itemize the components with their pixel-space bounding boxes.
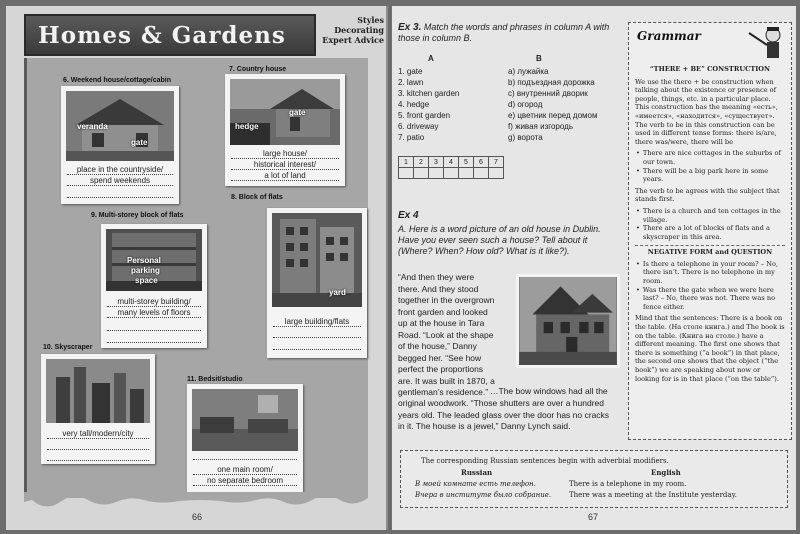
answer-grid xyxy=(398,156,504,179)
answer-blank[interactable] xyxy=(489,168,504,179)
magazine-title: Homes & Gardens xyxy=(38,22,286,49)
story-line: “And then they were xyxy=(398,272,475,282)
label-parking: parking xyxy=(131,266,160,275)
answer-cell[interactable]: 5 xyxy=(459,157,474,168)
grammar-note: Mind that the sentences: There is a book on the table. (На столе книга.) and The book is on the table. (Книга на столе.) have a different meaning. The first one shows that there is something (“a book”) in that place, the second one shows that the object (“the book”) we are speaking about now or looking for is in that place (“on the table”). xyxy=(635,314,785,383)
list-item: a) лужайка xyxy=(508,67,549,76)
answer-cell[interactable]: 7 xyxy=(489,157,504,168)
list-item: 6. driveway xyxy=(398,122,439,131)
ex4-instruction: A. Here is a word picture of an old house in Dublin. Have you ever seen such a house? Tell about it (Where? When? How old? What is it like?). xyxy=(398,224,601,256)
subtitle: Expert Advice xyxy=(322,35,384,45)
story-line: front garden and looked xyxy=(398,306,488,317)
label-gate: gate xyxy=(131,138,148,147)
answer-blank[interactable] xyxy=(414,168,429,179)
column-russian: Russian xyxy=(461,468,493,477)
grammar-content xyxy=(635,65,785,383)
story-line: Road. “Look at the shape xyxy=(398,329,494,340)
english-sentence: There is a telephone in my room. xyxy=(569,480,687,488)
header-subtitles xyxy=(318,15,384,45)
answer-blank[interactable] xyxy=(444,168,459,179)
column-b-list xyxy=(508,66,598,143)
answer-line: spend weekends xyxy=(67,175,173,186)
blank-line xyxy=(273,340,361,350)
torn-edge xyxy=(24,492,368,508)
list-item: c) внутренний дворик xyxy=(508,89,588,98)
blank-line xyxy=(107,321,201,331)
list-item: 7. patio xyxy=(398,133,425,142)
grammar-heading: “THERE + BE” CONSTRUCTION xyxy=(649,65,771,73)
item-title: 11. Bedsit/studio xyxy=(187,376,243,383)
grammar-examples xyxy=(635,207,785,241)
label-gate: gate xyxy=(289,108,306,117)
subtitle: Styles xyxy=(357,15,384,25)
subtitle: Decorating xyxy=(334,25,384,35)
header-banner xyxy=(24,14,316,56)
card-country-house xyxy=(225,74,345,186)
item-title: 8. Block of flats xyxy=(231,194,283,201)
grammar-intro: We use the there + be construction when talking about the existence or presence of people, things, etc. in a particular place. This construction has the meaning «есть», «имеется», «находится», «существует». The verb to be in this construction can be used in different tense forms: there is/are, there was/were, there will be xyxy=(635,77,778,146)
answer-line: one main room/ xyxy=(193,464,297,475)
story-line: gentleman’s residence.” xyxy=(398,387,489,397)
list-item: 3. kitchen garden xyxy=(398,89,460,98)
ex3-text: Match the words and phrases in column A with those in column B. xyxy=(398,22,610,43)
answer-blank[interactable] xyxy=(474,168,489,179)
russian-sentence: Вчера в институте было собрание. xyxy=(415,491,552,499)
label-veranda: veranda xyxy=(77,122,108,131)
list-item: 4. hedge xyxy=(398,100,430,109)
story-line: are. It was built in 1870, a xyxy=(398,375,495,386)
example: • There is a church and ten cottages in the village. xyxy=(643,207,785,224)
box-intro: The corresponding Russian sentences begin with adverbial modifiers. xyxy=(421,457,669,465)
english-sentence: There was a meeting at the Institute yesterday. xyxy=(569,491,737,499)
answer-line: a lot of land xyxy=(231,170,339,181)
card-weekend-house xyxy=(61,86,179,204)
blank-line xyxy=(67,188,173,198)
example: • There are nice cottages in the suburbs of our town. xyxy=(643,149,785,166)
label-space: space xyxy=(135,276,158,285)
label-hedge: hedge xyxy=(235,122,259,131)
left-page xyxy=(6,6,388,530)
answer-cell[interactable]: 4 xyxy=(444,157,459,168)
photo-studio xyxy=(192,389,298,451)
story-line: years old. The leaded glass over the door has no cracks xyxy=(398,409,610,420)
example: • Was there the gate when we were here last? – No, there was not. There was no fence either. xyxy=(643,286,785,312)
story-line: …The bow windows had all the xyxy=(490,386,608,396)
card-multi-storey xyxy=(101,224,207,348)
answer-blank[interactable] xyxy=(429,168,444,179)
answer-line: multi-storey building/ xyxy=(107,296,201,307)
ex4-label xyxy=(398,210,419,221)
list-item: b) подъездная дорожка xyxy=(508,78,595,87)
photo-skyscraper xyxy=(46,359,150,423)
answer-cell[interactable]: 1 xyxy=(399,157,414,168)
label-personal: Personal xyxy=(127,256,161,265)
column-a-head: A xyxy=(428,54,434,63)
answer-cell[interactable]: 3 xyxy=(429,157,444,168)
card-bedsit xyxy=(187,384,303,492)
blank-line xyxy=(107,333,201,343)
example: • There are a lot of blocks of flats and a skyscraper in this area. xyxy=(643,224,785,241)
story-line: there. And they stood xyxy=(398,283,479,294)
grammar-examples xyxy=(635,149,785,183)
card-block-of-flats xyxy=(267,208,367,358)
column-b-head: B xyxy=(536,54,542,63)
story-line: of the house,” Danny xyxy=(398,341,477,351)
example: • There will be a big park here in some years. xyxy=(643,167,785,184)
russian-sentence: В моей комнате есть телефон. xyxy=(415,480,536,488)
blank-line xyxy=(47,440,149,450)
russian-english-box xyxy=(400,450,788,508)
homes-collage xyxy=(24,58,368,498)
page-number: 66 xyxy=(192,512,203,522)
blank-line xyxy=(47,451,149,461)
answer-cell[interactable]: 6 xyxy=(474,157,489,168)
example: • Is there a telephone in your room? – No, there isn’t. There is no telephone in my room. xyxy=(643,260,785,286)
answer-line: historical interest/ xyxy=(231,159,339,170)
ex3-label: Ex 3. xyxy=(398,22,422,33)
story-line: begged her. “See how xyxy=(398,352,482,363)
page-number: 67 xyxy=(588,512,599,522)
list-item: f) живая изгородь xyxy=(508,122,573,131)
list-item: d) огород xyxy=(508,100,543,109)
ex4-label-text: Ex 4 xyxy=(398,210,419,221)
answer-line: many levels of floors xyxy=(107,307,201,318)
story-line: perfect the proportions xyxy=(398,364,484,374)
item-title: 7. Country house xyxy=(229,66,287,73)
list-item: 2. lawn xyxy=(398,78,424,87)
story-line: in it. The house is a jewel,” Danny Lynch said. xyxy=(398,421,571,431)
item-title: 10. Skyscraper xyxy=(43,344,93,351)
answer-line: very tall/modern/city xyxy=(47,428,149,439)
negative-heading: NEGATIVE FORM and QUESTION xyxy=(635,245,785,257)
story-line: together in the overgrown xyxy=(398,295,495,305)
answer-line: no separate bedroom xyxy=(193,475,297,486)
list-item: e) цветник перед домом xyxy=(508,111,598,120)
answer-line: place in the countryside/ xyxy=(67,164,173,175)
grammar-agreement: The verb to be agrees with the subject that stands first. xyxy=(635,186,780,204)
story-line: up at the house in Tara xyxy=(398,318,485,328)
right-page xyxy=(392,6,796,530)
list-item: 5. front garden xyxy=(398,111,451,120)
answer-blank[interactable] xyxy=(399,168,414,179)
photo-country-house xyxy=(230,79,340,145)
grammar-title: Grammar xyxy=(637,29,701,43)
ex3-instruction xyxy=(398,22,622,44)
item-title: 9. Multi-storey block of flats xyxy=(91,212,184,219)
list-item: g) ворота xyxy=(508,133,543,142)
story-wrapped xyxy=(398,272,516,399)
label-yard: yard xyxy=(329,288,346,297)
column-a-list xyxy=(398,66,459,143)
card-skyscraper xyxy=(41,354,155,464)
item-title: 6. Weekend house/cottage/cabin xyxy=(63,77,172,84)
teacher-icon xyxy=(747,25,787,61)
list-item: 1. gate xyxy=(398,67,423,76)
answer-line: large house/ xyxy=(231,148,339,159)
story-line: original woodwork. “Those shutters are over a hundred xyxy=(398,398,604,408)
blank-line xyxy=(273,328,361,338)
column-english: English xyxy=(651,468,681,477)
answer-blank[interactable] xyxy=(459,168,474,179)
grammar-examples xyxy=(635,260,785,312)
photo-block-of-flats xyxy=(272,213,362,307)
grammar-box xyxy=(628,22,792,440)
answer-line: large building/flats xyxy=(273,316,361,327)
answer-cell[interactable]: 2 xyxy=(414,157,429,168)
photo-dublin-house xyxy=(516,274,620,368)
blank-line xyxy=(193,450,297,460)
